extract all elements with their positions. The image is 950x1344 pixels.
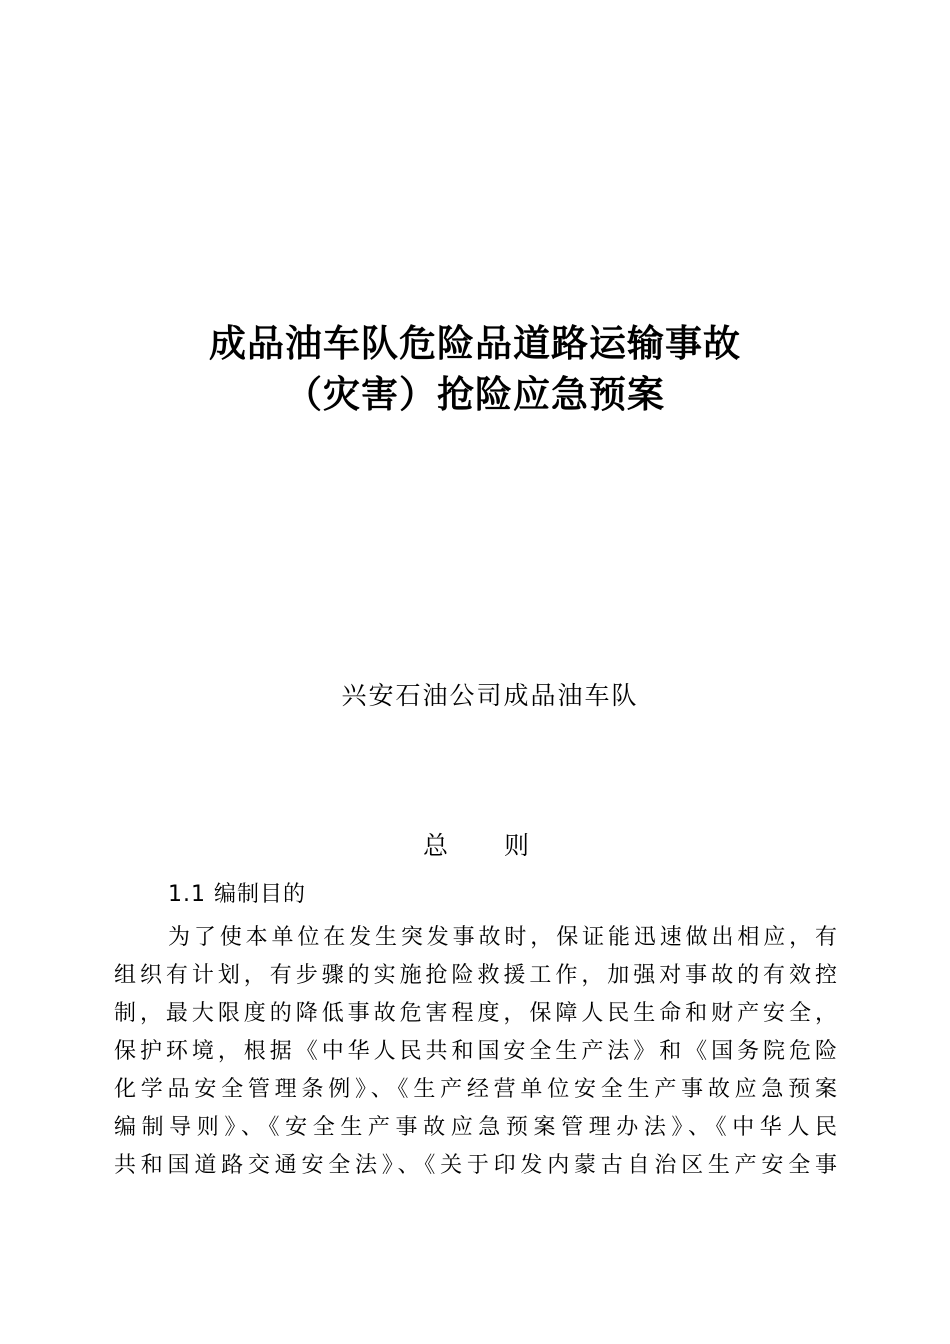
body-line: 为了使本单位在发生突发事故时，保证能迅速做出相应，有: [168, 925, 838, 950]
body-line: 制，最大限度的降低事故危害程度，保障人民生命和财产安全，: [114, 1001, 838, 1026]
body-line: 保护环境，根据《中华人民共和国安全生产法》和《国务院危险: [114, 1039, 838, 1064]
body-line: 编制导则》、《安全生产事故应急预案管理办法》、《中华人民: [114, 1115, 838, 1140]
body-line: 组织有计划，有步骤的实施抢险救援工作，加强对事故的有效控: [114, 963, 838, 988]
title-line-1: 成品油车队危险品道路运输事故: [209, 321, 741, 365]
document-title: [0, 318, 950, 420]
organization-name: 兴安石油公司成品油车队: [341, 681, 639, 710]
body-line: 化学品安全管理条例》、《生产经营单位安全生产事故应急预案: [114, 1077, 838, 1102]
subsection-heading: 1.1 编制目的: [168, 882, 306, 907]
body-line: 共和国道路交通安全法》、《关于印发内蒙古自治区生产安全事: [114, 1153, 838, 1178]
section-heading: 总 则: [423, 831, 553, 860]
title-line-2: （灾害）抢险应急预案: [285, 372, 665, 416]
body-paragraph: [114, 919, 838, 1185]
